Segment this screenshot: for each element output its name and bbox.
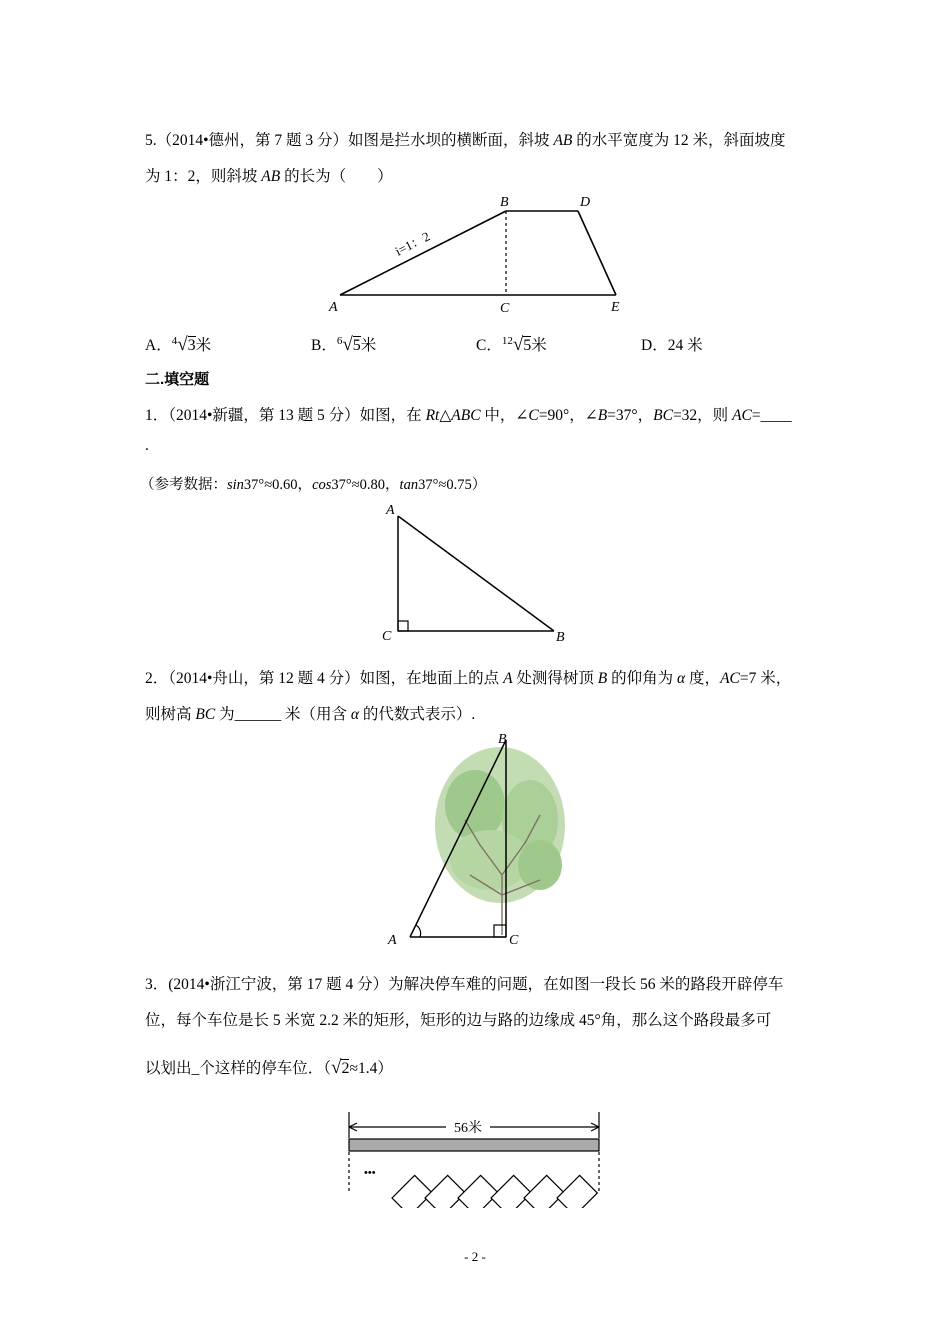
right-triangle-figure bbox=[378, 500, 578, 645]
f3-line-1: 3．(2014•浙江宁波，第 17 题 4 分）为解决停车难的问题，在如图一段长 56 米的路段开辟停车 bbox=[145, 976, 784, 993]
parking-figure bbox=[340, 1108, 610, 1208]
f1-reference-data: （参考数据：sin37°≈0.60，cos37°≈0.80，tan37°≈0.75） bbox=[140, 477, 487, 493]
option-c: C．$^{12}$√5米 bbox=[476, 334, 547, 355]
q5-line-2: 为 1：2，则斜坡 AB 的长为（ ） bbox=[145, 168, 393, 185]
q5-line-1: 5.（2014•德州，第 7 题 3 分）如图是拦水坝的横断面，斜坡 AB 的水平宽度为 12 米，斜面坡度 bbox=[145, 132, 786, 149]
label-B: B bbox=[556, 630, 565, 645]
option-b: B．$^6$√5米 bbox=[311, 334, 377, 355]
f1-line-1: 1．（2014•新疆，第 13 题 5 分）如图，在 Rt△ABC 中，∠C=90°，∠B=37°，BC=32，则 AC=____ bbox=[145, 407, 792, 424]
label-E: E bbox=[611, 300, 620, 315]
dam-cross-section-figure bbox=[320, 190, 640, 320]
label-A: A bbox=[329, 300, 338, 315]
label-C: C bbox=[509, 933, 519, 948]
f2-line-1: 2．（2014•舟山，第 12 题 4 分）如图，在地面上的点 A 处测得树顶 B 的仰角为 α 度，AC=7 米， bbox=[145, 670, 792, 687]
option-a: A．$^4$√3米 bbox=[145, 334, 212, 355]
f1-line-2: . bbox=[145, 437, 149, 454]
length-label: 56米 bbox=[454, 1121, 482, 1136]
label-C: C bbox=[382, 629, 392, 644]
road-strip bbox=[349, 1139, 599, 1151]
label-C: C bbox=[500, 301, 510, 316]
tree-triangle-figure bbox=[380, 725, 580, 955]
f3-line-2: 位，每个车位是长 5 米宽 2.2 米的矩形，矩形的边与路的边缘成 45°角，那么这个路段最多可 bbox=[145, 1012, 772, 1029]
section-title: 二.填空题 bbox=[145, 371, 210, 388]
label-B: B bbox=[498, 732, 507, 747]
f3-line-3: 以划出_个这样的停车位．（√2≈1.4） bbox=[145, 1057, 393, 1078]
f2-line-2: 则树高 BC 为______ 米（用含 α 的代数式表示）. bbox=[145, 706, 476, 723]
ellipsis-dots: ••• bbox=[364, 1167, 376, 1179]
option-d: D．24 米 bbox=[641, 337, 703, 354]
label-D: D bbox=[580, 195, 591, 210]
page-number: - 2 - bbox=[464, 1249, 486, 1264]
label-B: B bbox=[500, 195, 509, 210]
slope-label: i=1：2 bbox=[392, 228, 433, 259]
tree-image bbox=[435, 747, 565, 935]
label-A: A bbox=[388, 933, 397, 948]
label-A: A bbox=[386, 503, 395, 518]
